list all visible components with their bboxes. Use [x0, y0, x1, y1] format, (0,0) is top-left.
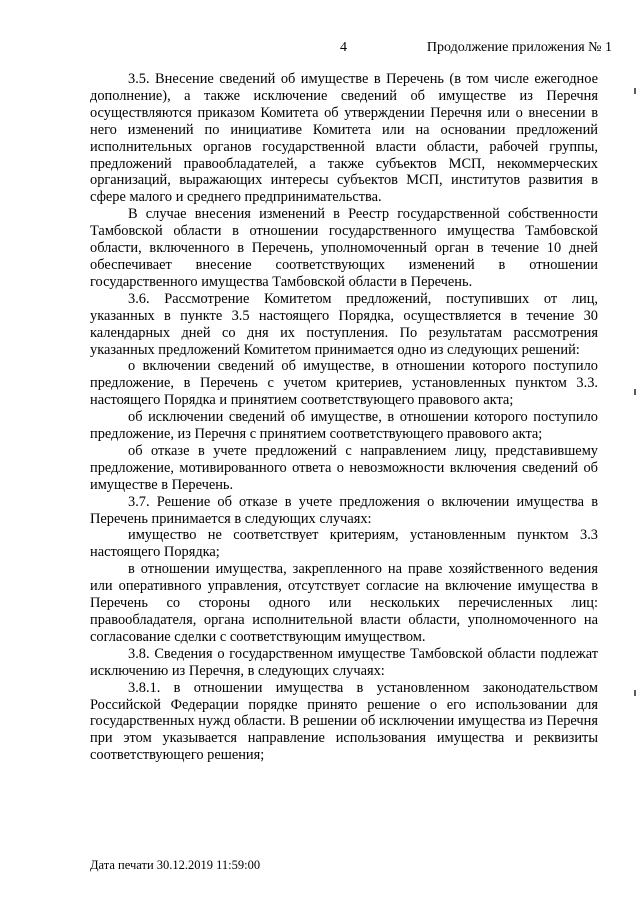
decision-option-include: о включении сведений об имуществе, в отношении которого поступило предложение, в Перечень с учетом критериев, установленных пунктом 3.3. настоящего Порядка и принятием соответствующего правового акта; — [90, 358, 598, 409]
scan-artifact-mark — [634, 389, 636, 395]
scan-artifact-mark — [634, 690, 636, 696]
paragraph-3-5: 3.5. Внесение сведений об имуществе в Перечень (в том числе ежегодное дополнение), а также исключение сведений об имуществе из Перечня осуществляются приказом Комитета об утверждении Перечня или о внесении в него изменений по инициативе Комитета или на основании предложений исполнительных органов государственной власти области, рабочей группы, предложений правообладателей, а также субъектов МСП, некоммерческих организаций, выражающих интересы субъектов МСП, институтов развития в сфере малого и среднего предпринимательства. — [90, 71, 598, 206]
paragraph-3-6: 3.6. Рассмотрение Комитетом предложений, поступивших от лиц, указанных в пункте 3.5 настоящего Порядка, осуществляется в течение 30 календарных дней со дня их поступления. По результатам рассмотрения указанных предложений Комитетом принимается одно из следующих решений: — [90, 290, 598, 358]
paragraph-registry-changes: В случае внесения изменений в Реестр государственной собственности Тамбовской области в отношении государственного имущества Тамбовской области, включенного в Перечень, уполномоченный орган в течение 10 дней обеспечивает внесение соответствующих изменений в отношении государственного имущества Тамбовской области в Перечень. — [90, 206, 598, 290]
appendix-continuation-note: Продолжение приложения № 1 — [426, 40, 612, 55]
paragraph-3-8-1: 3.8.1. в отношении имущества в установленном законодательством Российской Федерации порядке принято решение о его использовании для государственных нужд области. В решении об исключении имущества из Перечня при этом указывается направление использования имущества и реквизиты соответствующего решения; — [90, 679, 598, 764]
decision-option-exclude: об исключении сведений об имуществе, в отношении которого поступило предложение, из Перечня с принятием соответствующего правового акта; — [90, 409, 598, 443]
print-date: Дата печати 30.12.2019 11:59:00 — [90, 858, 261, 872]
scan-artifact-mark — [634, 88, 636, 94]
refusal-case-consent: в отношении имущества, закрепленного на праве хозяйственного ведения или оперативного управления, отсутствует согласие на включение имущества в Перечень со стороны одного или нескольких перечисленных лиц: правообладателя, органа исполнительной власти области, уполномоченного на согласование сделки с соответствующим имуществом. — [90, 561, 598, 645]
refusal-case-criteria: имущество не соответствует критериям, установленным пунктом 3.3 настоящего Порядка; — [90, 527, 598, 561]
paragraph-3-7: 3.7. Решение об отказе в учете предложения о включении имущества в Перечень принимается в следующих случаях: — [90, 493, 598, 527]
decision-option-refuse: об отказе в учете предложений с направлением лицу, представившему предложение, мотивированного ответа о невозможности включения сведений об имуществе в Перечень. — [90, 442, 598, 493]
document-body — [90, 71, 598, 764]
paragraph-3-8: 3.8. Сведения о государственном имуществе Тамбовской области подлежат исключению из Перечня, в следующих случаях: — [90, 645, 598, 679]
page-number: 4 — [340, 40, 347, 55]
